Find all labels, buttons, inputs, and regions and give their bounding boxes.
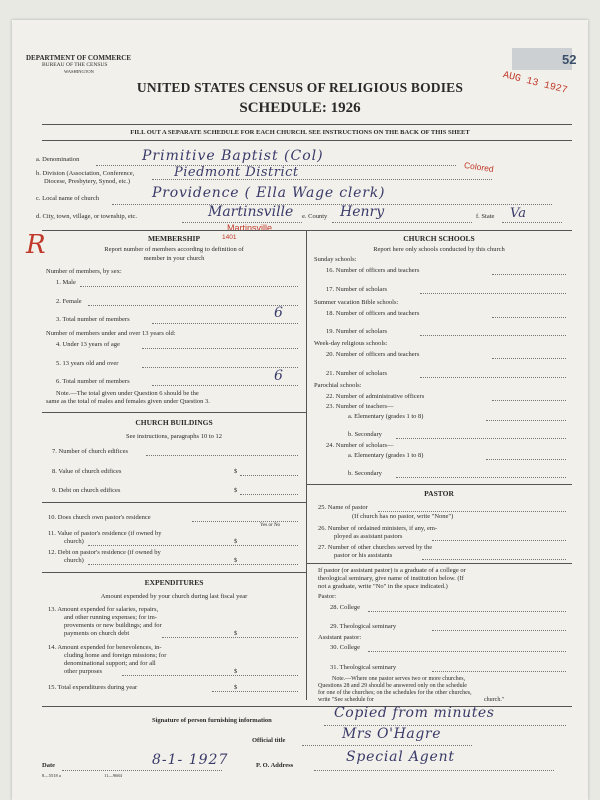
city-value: Martinsville — [208, 204, 294, 220]
q10-label: 10. Does church own pastor's residence — [48, 514, 151, 521]
header-rule — [42, 124, 572, 125]
membership-sub-1: Report number of members according to definition of — [104, 246, 244, 253]
expenditures-sub: Amount expended by your church during last fiscal year — [100, 593, 248, 600]
q18-label: 18. Number of officers and teachers — [326, 310, 420, 317]
q7-line — [146, 455, 298, 456]
local-name-label: c. Local name of church — [36, 195, 99, 202]
code-mark: 1401 — [222, 234, 237, 241]
r-mark: R — [26, 230, 46, 260]
q9-label: 9. Debt on church edifices — [52, 487, 121, 494]
pastor-note-3: for one of the churches; on the schedules for the other churches, — [318, 690, 472, 696]
q3-label: 3. Total number of members — [56, 316, 130, 323]
q6-line — [152, 385, 298, 386]
denomination-value: Primitive Baptist (Col) — [142, 148, 324, 164]
q13-line-3: provements or new buildings; and for — [64, 622, 162, 629]
pastor-note-4: write "See schedule for — [318, 697, 374, 703]
q4-line — [142, 348, 298, 349]
q8-line — [240, 475, 298, 476]
q24b-line — [396, 477, 566, 478]
state-label: f. State — [476, 213, 495, 220]
q21-line — [420, 377, 566, 378]
membership-sub-2: member in your church — [143, 255, 205, 262]
q29-label: 29. Theological seminary — [330, 623, 397, 630]
buildings-sub: See instructions, paragraphs 10 to 12 — [125, 433, 223, 440]
census-schedule-sheet — [12, 20, 588, 800]
parochial-schools-label: Parochial schools: — [314, 382, 362, 389]
q14-line-3: denominational support; and for all — [64, 660, 156, 667]
q27-line — [422, 559, 566, 560]
county-value: Henry — [340, 204, 385, 220]
q6-value: 6 — [274, 368, 283, 384]
pastor-note-4b: church." — [484, 697, 505, 703]
q13-line-1: 13. Amount expended for salaries, repairs, — [48, 606, 159, 613]
q19-line — [420, 335, 566, 336]
q20-label: 20. Number of officers and teachers — [326, 351, 420, 358]
county-line — [332, 222, 472, 223]
q22-line — [492, 400, 566, 401]
schools-sub: Report here only schools conducted by this church — [373, 246, 505, 253]
bureau-label: BUREAU OF THE CENSUS — [42, 62, 108, 68]
q11-label-2: church) — [64, 538, 84, 545]
q2-label: 2. Female — [56, 298, 82, 305]
q14-dollar: $ — [234, 668, 238, 675]
q3-line — [152, 323, 298, 324]
schedule-year: SCHEDULE: 1926 — [239, 100, 361, 116]
pastor-rule — [306, 484, 572, 485]
q12-dollar: $ — [234, 557, 238, 564]
stamp-number: 52 — [562, 52, 577, 67]
q23-label: 23. Number of teachers— — [326, 403, 394, 410]
q6-label: 6. Total number of members — [56, 378, 130, 385]
q27-label-1: 27. Number of other churches served by the — [318, 544, 433, 551]
q24a-label: a. Elementary (grades 1 to 8) — [348, 452, 424, 459]
signature-label: Signature of person furnishing information — [152, 717, 272, 724]
q23b-line — [396, 438, 566, 439]
official-title-line — [302, 745, 472, 746]
q24b-label: b. Secondary — [348, 470, 382, 477]
q23b-label: b. Secondary — [348, 431, 382, 438]
q14-line-4: other purposes — [64, 668, 103, 675]
q25-note: (If church has no pastor, write "None") — [352, 513, 454, 520]
column-divider — [306, 230, 307, 700]
form-title: UNITED STATES CENSUS OF RELIGIOUS BODIES — [136, 80, 464, 95]
division-value: Piedmont District — [174, 165, 299, 180]
graduate-note-3: not a graduate, write "No" in the space indicated.) — [318, 583, 448, 590]
q24-label: 24. Number of scholars— — [326, 442, 394, 449]
form-number-2: 11—9684 — [104, 773, 122, 778]
q14-answer-line — [122, 675, 298, 676]
assistant-pastor-label: Assistant pastor: — [318, 634, 362, 641]
division-label-1: b. Division (Association, Conference, — [36, 170, 135, 177]
q3-value: 6 — [274, 305, 283, 321]
header-rule-2 — [42, 140, 572, 141]
q26-line — [432, 540, 566, 541]
q10-line — [192, 521, 298, 522]
date-value: 8-1- 1927 — [152, 752, 229, 768]
official-title-value: Mrs O'Hagre — [342, 726, 442, 742]
membership-note-1: Note.—The total given under Question 6 should be the — [56, 390, 199, 397]
city-correction-note: Martinsville — [227, 223, 273, 233]
city-label: WASHINGTON — [64, 69, 94, 74]
q21-label: 21. Number of scholars — [326, 370, 388, 377]
graduate-note-1: If pastor (or assistant pastor) is a graduate of a college or — [318, 567, 466, 574]
yes-no-hint: Yes or No — [260, 523, 281, 528]
q9-line — [240, 494, 298, 495]
q12-label-1: 12. Debt on pastor's residence (if owned by — [48, 549, 161, 556]
q13-dollar: $ — [234, 630, 238, 637]
q30-label: 30. College — [330, 644, 360, 651]
city-field-label: d. City, town, village, or township, etc. — [36, 213, 138, 220]
q19-label: 19. Number of scholars — [326, 328, 388, 335]
county-label: e. County — [302, 213, 328, 220]
q8-label: 8. Value of church edifices — [52, 468, 122, 475]
weekday-schools-label: Week-day religious schools: — [314, 340, 388, 347]
po-address-line — [314, 770, 554, 771]
form-number: 8—5518 a — [42, 773, 61, 778]
q16-label: 16. Number of officers and teachers — [326, 267, 420, 274]
pastor-rule-2 — [306, 563, 572, 564]
q5-label: 5. 13 years old and over — [56, 360, 119, 367]
q27-label-2: pastor or his assistants — [334, 552, 393, 559]
q13-line-4: payments on church debt — [64, 630, 130, 637]
q18-line — [492, 317, 566, 318]
q28-line — [368, 611, 566, 612]
denomination-label: a. Denomination — [36, 156, 80, 163]
po-address-value: Special Agent — [346, 749, 455, 765]
colored-note: Colored — [463, 159, 495, 175]
q12-label-2: church) — [64, 557, 84, 564]
q15-label: 15. Total expenditures during year — [48, 684, 138, 691]
state-line — [502, 222, 562, 223]
schools-heading: CHURCH SCHOOLS — [403, 234, 475, 243]
q24a-line — [486, 459, 566, 460]
q28-label: 28. College — [330, 604, 360, 611]
q14-line-1: 14. Amount expended for benevolences, in- — [48, 644, 162, 651]
pastor-note-1: Note.—Where one pastor serves two or more churches, — [332, 676, 466, 682]
pastor-label: Pastor: — [318, 593, 337, 600]
graduate-note-2: theological seminary, give name of institution below. (If — [318, 575, 464, 582]
q11-line — [88, 545, 298, 546]
date-received-stamp: AUG 13 1927 — [501, 70, 569, 97]
q14-line-2: cluding home and foreign missions; for — [64, 652, 167, 659]
q23a-line — [486, 420, 566, 421]
membership-heading: MEMBERSHIP — [147, 234, 201, 243]
q11-label-1: 11. Value of pastor's residence (if owned by — [48, 530, 162, 537]
expenditures-heading: EXPENDITURES — [144, 578, 204, 587]
expenditures-rule — [42, 572, 306, 573]
q7-label: 7. Number of church edifices — [52, 448, 128, 455]
q16-line — [492, 274, 566, 275]
q25-line — [378, 511, 566, 512]
q1-line — [80, 286, 298, 287]
q12-line — [88, 564, 298, 565]
q13-line-2: and other running expenses; for im- — [64, 614, 157, 621]
q29-line — [432, 630, 566, 631]
age-label: Number of members under and over 13 years old: — [46, 330, 176, 337]
q13-answer-line — [162, 637, 298, 638]
q26-label-1: 26. Number of ordained ministers, if any, em- — [318, 525, 438, 532]
q4-label: 4. Under 13 years of age — [56, 341, 120, 348]
section-rule — [42, 230, 572, 231]
q23a-label: a. Elementary (grades 1 to 8) — [348, 413, 424, 420]
pastor-note-2: Questions 28 and 29 should be answered only on the schedule — [318, 683, 467, 689]
instruction-line: FILL OUT A SEPARATE SCHEDULE FOR EACH CHURCH. SEE INSTRUCTIONS ON THE BACK OF THIS SHEET — [130, 129, 470, 136]
department-label: DEPARTMENT OF COMMERCE — [26, 54, 132, 62]
q30-line — [368, 651, 566, 652]
date-line — [62, 770, 222, 771]
q1-label: 1. Male — [56, 279, 76, 286]
q17-label: 17. Number of scholars — [326, 286, 388, 293]
q15-line — [212, 691, 298, 692]
division-label-2: Diocese, Presbytery, Synod, etc.) — [44, 178, 131, 185]
q31-line — [432, 671, 566, 672]
pastor-heading: PASTOR — [424, 489, 454, 498]
membership-note-2: same as the total of males and females given under Question 3. — [46, 398, 210, 405]
summer-schools-label: Summer vacation Bible schools: — [314, 299, 399, 306]
q17-line — [420, 293, 566, 294]
po-address-label: P. O. Address — [256, 762, 294, 769]
q15-dollar: $ — [234, 684, 238, 691]
state-value: Va — [510, 206, 526, 221]
q26-label-2: ployed as assistant pastors — [334, 533, 403, 540]
buildings-heading: CHURCH BUILDINGS — [135, 418, 213, 427]
local-name-line — [112, 204, 552, 205]
sunday-schools-label: Sunday schools: — [314, 256, 357, 263]
q11-dollar: $ — [234, 538, 238, 545]
q25-label: 25. Name of pastor — [318, 504, 368, 511]
buildings-rule-2 — [42, 502, 306, 503]
q8-dollar: $ — [234, 468, 238, 475]
q9-dollar: $ — [234, 487, 238, 494]
official-title-label: Official title — [252, 737, 286, 744]
q31-label: 31. Theological seminary — [330, 664, 397, 671]
q22-label: 22. Number of administrative officers — [326, 393, 425, 400]
date-label: Date — [42, 762, 55, 769]
q2-line — [88, 305, 298, 306]
local-name-value: Providence ( Ella Wage clerk) — [152, 185, 386, 201]
buildings-rule — [42, 412, 306, 413]
members-by-sex-label: Number of members, by sex: — [46, 268, 122, 275]
q20-line — [492, 358, 566, 359]
signature-value: Copied from minutes — [334, 705, 495, 721]
